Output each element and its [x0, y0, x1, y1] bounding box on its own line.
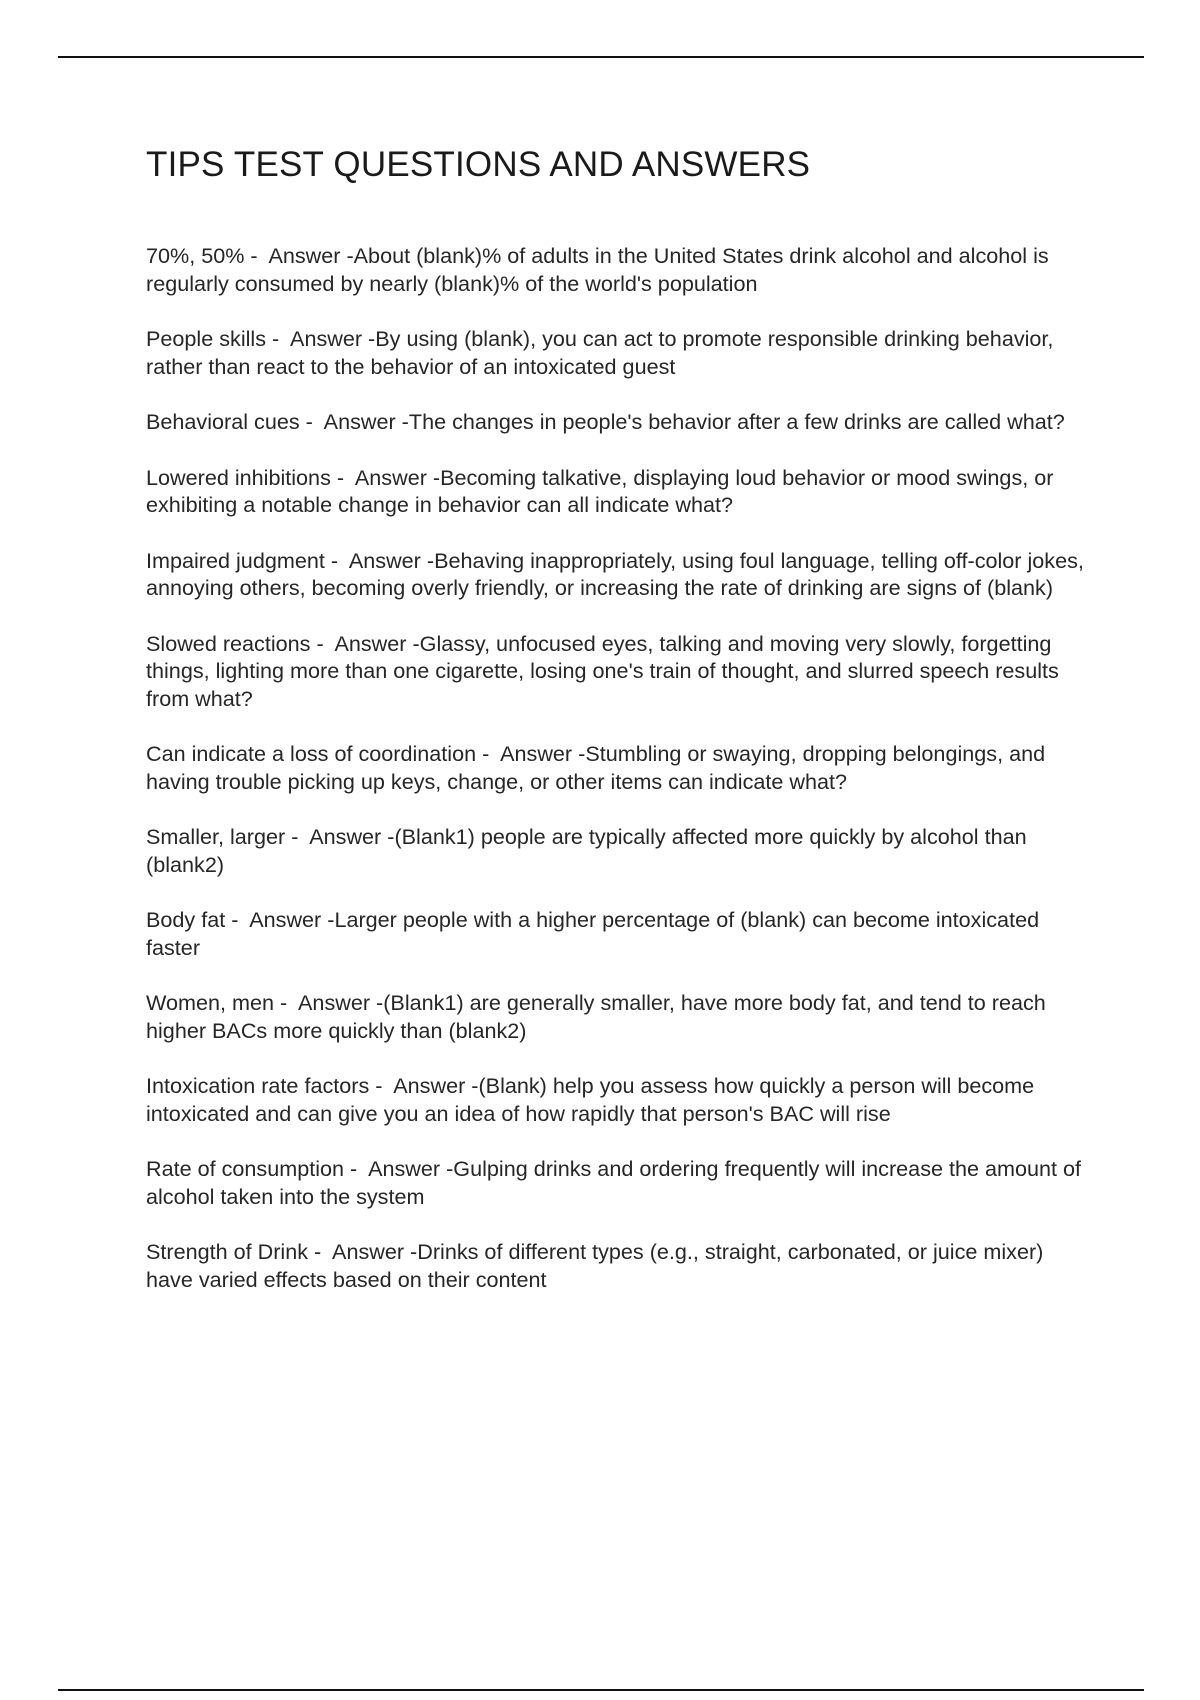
qa-item	[146, 325, 1086, 380]
qa-separator: -	[308, 1239, 322, 1264]
qa-term: Impaired judgment	[146, 547, 325, 573]
qa-text: Becoming talkative, displaying loud behavior or mood swings, or exhibiting a notable change in behavior can all indicate what?	[146, 464, 1054, 517]
qa-item	[146, 408, 1086, 436]
qa-text: Glassy, unfocused eyes, talking and moving very slowly, forgetting things, lighting more than one cigarette, losing one's train of thought, and slurred speech results from what?	[146, 630, 1059, 711]
top-divider	[58, 56, 1144, 58]
qa-item	[146, 1238, 1086, 1293]
qa-separator: -	[324, 547, 339, 573]
qa-item	[146, 630, 1086, 713]
answer-prefix: Answer -	[344, 464, 441, 490]
answer-prefix: Answer -	[357, 1156, 454, 1181]
qa-item	[146, 1155, 1086, 1210]
qa-term: Smaller, larger	[146, 824, 286, 849]
qa-term: Women, men	[146, 990, 275, 1015]
answer-prefix: Answer -	[312, 409, 409, 434]
qa-item	[146, 547, 1086, 602]
page-title: TIPS TEST QUESTIONS AND ANSWERS	[146, 145, 811, 184]
qa-item	[146, 740, 1086, 795]
qa-text: Behaving inappropriately, using foul language, telling off-color jokes, annoying others, becoming overly friendly, or increasing the rate of drinking are signs of (blank)	[146, 547, 1084, 600]
qa-text: Stumbling or swaying, dropping belongings, and having trouble picking up keys, change, or other items can indicate what?	[146, 741, 1046, 794]
qa-separator: -	[299, 409, 313, 434]
qa-term: Lowered inhibitions	[146, 464, 331, 490]
qa-text: (Blank) help you assess how quickly a person will become intoxicated and can give you an idea of how rapidly that person's BAC will rise	[146, 1073, 1035, 1126]
answer-prefix: Answer -	[323, 630, 420, 656]
answer-prefix: Answer -	[279, 326, 376, 351]
qa-separator: -	[225, 907, 239, 932]
answer-prefix: Answer -	[321, 1239, 418, 1264]
qa-separator: -	[344, 1156, 358, 1181]
qa-text: (Blank1) people are typically affected more quickly by alcohol than (blank2)	[146, 824, 1027, 877]
answer-prefix: Answer -	[287, 990, 384, 1015]
qa-term: Strength of Drink	[146, 1239, 309, 1264]
qa-term: People skills	[146, 326, 267, 351]
qa-text: Gulping drinks and ordering frequently will increase the amount of alcohol taken into the system	[146, 1156, 1082, 1209]
qa-term: Slowed reactions	[146, 630, 311, 656]
qa-separator: -	[310, 630, 324, 656]
qa-term: 70%, 50%	[146, 243, 245, 268]
qa-separator: -	[330, 464, 345, 490]
qa-text: Drinks of different types (e.g., straight, carbonated, or juice mixer) have varied effects based on their content	[146, 1239, 1044, 1292]
qa-term: Can indicate a loss of coordination	[146, 741, 477, 766]
qa-term: Rate of consumption	[146, 1156, 345, 1181]
qa-item	[146, 906, 1086, 961]
answer-prefix: Answer -	[238, 907, 335, 932]
qa-separator: -	[285, 824, 299, 849]
answer-prefix: Answer -	[382, 1073, 479, 1098]
qa-list	[146, 242, 1086, 1321]
qa-item	[146, 464, 1086, 519]
qa-separator: -	[244, 243, 258, 268]
qa-text: By using (blank), you can act to promote responsible drinking behavior, rather than react to the behavior of an intoxicated guest	[146, 326, 1054, 379]
qa-term: Behavioral cues	[146, 409, 300, 434]
qa-separator: -	[266, 326, 280, 351]
qa-term: Body fat	[146, 907, 226, 932]
answer-prefix: Answer -	[298, 824, 395, 849]
qa-text: (Blank1) are generally smaller, have more body fat, and tend to reach higher BACs more quickly than (blank2)	[146, 990, 1046, 1043]
answer-prefix: Answer -	[489, 741, 586, 766]
qa-text: Larger people with a higher percentage of (blank) can become intoxicated faster	[146, 907, 1040, 960]
qa-text: The changes in people's behavior after a few drinks are called what?	[408, 409, 1065, 434]
qa-separator: -	[476, 741, 490, 766]
qa-separator: -	[369, 1073, 383, 1098]
qa-item	[146, 823, 1086, 878]
answer-prefix: Answer -	[257, 243, 354, 268]
qa-text: About (blank)% of adults in the United States drink alcohol and alcohol is regularly consumed by nearly (blank)% of the world's population	[146, 243, 1049, 296]
qa-item	[146, 1072, 1086, 1127]
answer-prefix: Answer -	[338, 547, 435, 573]
qa-term: Intoxication rate factors	[146, 1073, 370, 1098]
qa-item	[146, 989, 1086, 1044]
qa-separator: -	[274, 990, 288, 1015]
bottom-divider	[58, 1689, 1144, 1691]
qa-item	[146, 242, 1086, 297]
